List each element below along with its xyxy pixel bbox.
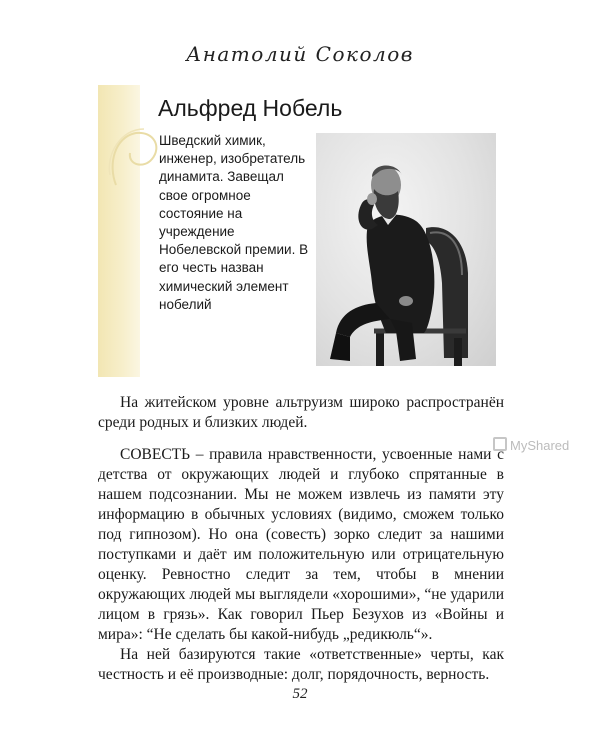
- decorative-curl-icon: [106, 125, 166, 195]
- slide-title: Альфред Нобель: [158, 95, 343, 121]
- watermark-text: MyShared: [510, 438, 570, 453]
- portrait-photo: [316, 133, 496, 366]
- paragraph: На житейском уровне альтруизм широко распространён среди родных и близких людей.: [98, 394, 504, 431]
- paragraph: На ней базируются такие «ответственные» черты, как честность и её производные: долг, порядочность, верность.: [98, 646, 504, 683]
- body-text: [98, 393, 504, 685]
- watermark: [493, 437, 569, 453]
- slide-caption: Шведский химик, инженер, изобретатель динамита. Завещал свое огромное состояние на учреждение Нобелевской премии. В его честь назван химический элемент нобелий: [159, 133, 309, 312]
- paragraph: СОВЕСТЬ – правила нравственности, усвоенные нами с детства от окружающих людей и глубоко спрятанные в нашем подсознании. Мы не можем извлечь из памяти эту информацию в обычных условиях (видимо, сможем только под гипнозом). Но она (совесть) зорко следит за нашими поступками и даёт им положительную или отрицательную оценку. Ревностно следит за тем, чтобы в мнении окружающих людей мы выглядели «хорошими», “не ударили лицом в грязь». Как говорил Пьер Безухов из «Войны и мира»: “Не сделать бы какой-нибудь „редикюль“».: [98, 446, 504, 643]
- portrait-illustration: [316, 133, 496, 366]
- running-title: Анатолий Соколов: [186, 42, 414, 66]
- page-number: 52: [292, 686, 308, 702]
